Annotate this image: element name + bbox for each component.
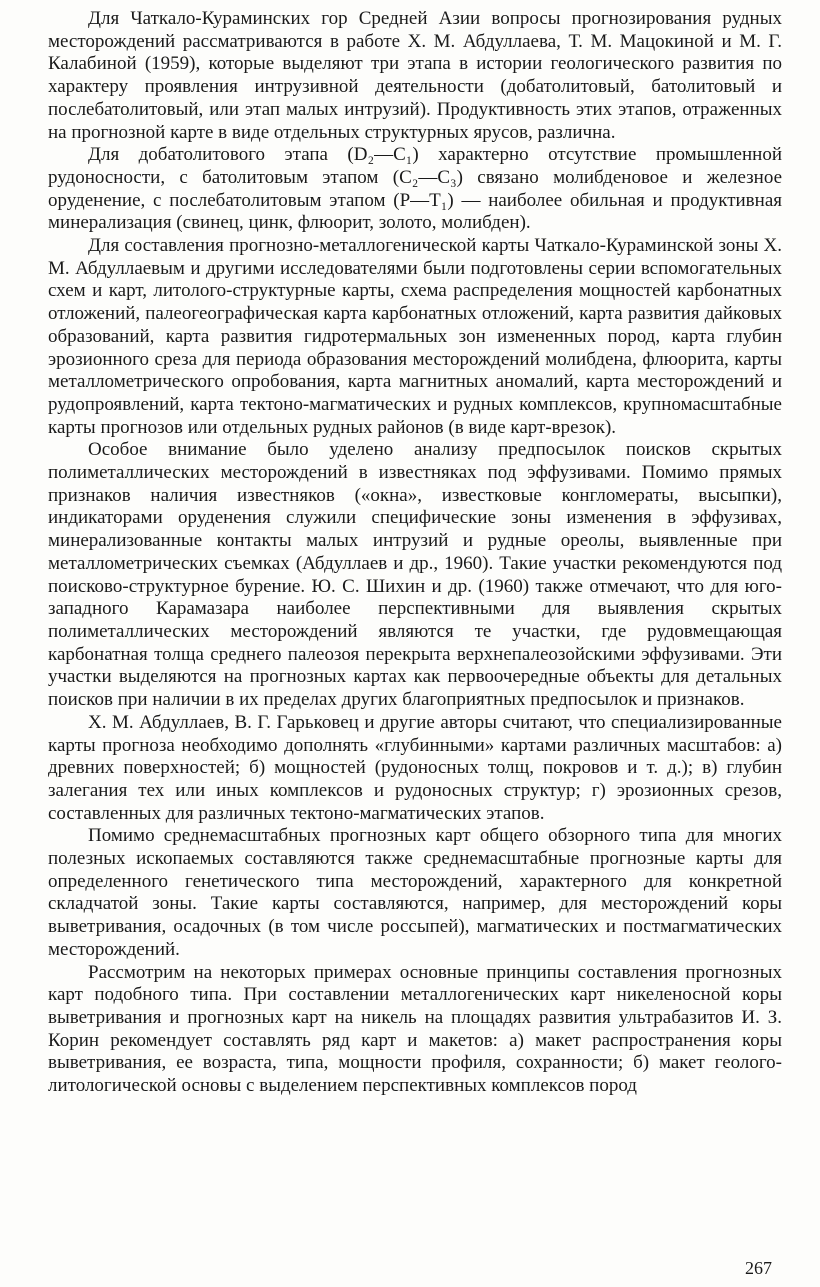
body-text [48,8,782,1098]
paragraph-4: Особое внимание было уделено анализу предпосылок поисков скрытых полиметаллических месторождений в известняках под эффузивами. Помимо прямых признаков наличия известняков («окна», известковые конгломераты, высыпки), индикаторами оруденения служили специфические зоны изменения в эффузивах, минерализованные контакты малых интрузий и рудные ореолы, выявленные при металлометрических съемках (Абдуллаев и др., 1960). Такие участки рекомендуются под поисково-структурное бурение. Ю. С. Шихин и др. (1960) также отмечают, что для юго-западного Карамазара наиболее перспективными для выявления скрытых полиметаллических месторождений являются те участки, где рудовмещающая карбонатная толща среднего палеозоя перекрыта верхнепалеозойскими эффузивами. Эти участки выделяются на прогнозных картах как первоочередные объекты для детальных поисков при наличии в их пределах других благоприятных предпосылок и признаков. [48,439,782,711]
paragraph-3: Для составления прогнозно-металлогенической карты Чаткало-Кураминской зоны Х. М. Абдуллаевым и другими исследователями были подготовлены серии вспомогательных схем и карт, литолого-структурные карты, схема распределения мощностей карбонатных отложений, палеогеографическая карта карбонатных отложений, карта развития дайковых образований, карта развития гидротермальных зон измененных пород, карта глубин эрозионного среза для периода образования месторождений молибдена, флюорита, карты металлометрического опробования, карта магнитных аномалий, карта месторождений и рудопроявлений, карта тектоно-магматических и рудных комплексов, крупномасштабные карты прогнозов или отдельных рудных районов (в виде карт-врезок). [48,235,782,438]
paragraph-6: Помимо среднемасштабных прогнозных карт общего обзорного типа для многих полезных ископаемых составляются также среднемасштабные прогнозные карты для определенного генетического типа месторождений, характерного для конкретной складчатой зоны. Такие карты составляются, например, для месторождений коры выветривания, осадочных (в том числе россыпей), магматических и постмагматических месторождений. [48,825,782,960]
paragraph-2: Для добатолитового этапа (D₂—C₁) характерно отсутствие промышленной рудоносности, с батолитовым этапом (C₂—C₃) связано молибденовое и железное оруденение, с послебатолитовым этапом (P—T₁) — наиболее обильная и продуктивная минерализация (свинец, цинк, флюорит, золото, молибден). [48,144,782,234]
paragraph-7: Рассмотрим на некоторых примерах основные принципы составления прогнозных карт подобного типа. При составлении металлогенических карт никеленосной коры выветривания и прогнозных карт на никель на площадях развития ультрабазитов И. З. Корин рекомендует составлять ряд карт и макетов: а) макет распространения коры выветривания, ее возраста, типа, мощности профиля, сохранности; б) макет геолого-литологической основы с выделением перспективных комплексов пород [48,961,782,1097]
paragraph-1: Для Чаткало-Кураминских гор Средней Азии вопросы прогнозирования рудных месторождений рассматриваются в работе Х. М. Абдуллаева, Т. М. Мацокиной и М. Г. Калабиной (1959), которые выделяют три этапа в истории геологического развития по характеру проявления интрузивной деятельности (добатолитовый, батолитовый и послебатолитовый, или этап малых интрузий). Продуктивность этих этапов, отраженных на прогнозной карте в виде отдельных структурных ярусов, различна. [48,8,782,143]
page-number: 267 [745,1258,772,1278]
paragraph-5: Х. М. Абдуллаев, В. Г. Гарьковец и другие авторы считают, что специализированные карты прогноза необходимо дополнять «глубинными» картами различных масштабов: а) древних поверхностей; б) мощностей (рудоносных толщ, покровов и т. д.); в) глубин залегания тех или иных комплексов и рудоносных структур; г) эрозионных срезов, составленных для различных тектоно-магматических этапов. [48,711,782,824]
